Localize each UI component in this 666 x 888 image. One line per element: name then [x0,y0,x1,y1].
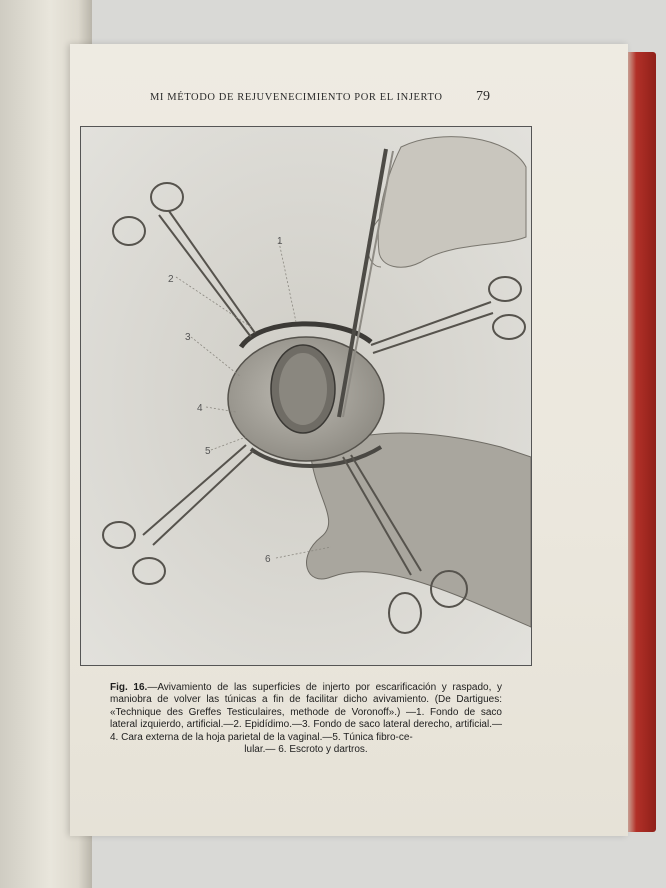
surgical-illustration [80,126,532,666]
figure-label-6: 6 [265,554,271,565]
caption-text: —Avivamiento de las superficies de injerto por escarificación y raspado, y maniobra de volver las túnicas a fin de facilitar dicho avivamiento. (De Dartigues: «Technique des Greffes Testiculaires, methode de Voronoff».) —1. Fondo de saco lateral izquierdo, artificial.—2. Epidídimo.—3. Fondo de saco lateral derecho, artificial.—4. Cara externa de la hoja parietal de la vaginal.—5. Túnica fibro-ce- [110,682,502,743]
caption-label: Fig. 16. [110,682,148,693]
running-head: MI MÉTODO DE REJUVENECIMIENTO POR EL INJERTO [150,92,443,103]
figure-label-3: 3 [185,332,191,343]
figure-label-1: 1 [277,236,283,247]
figure-caption [110,682,502,756]
figure-label-5: 5 [205,446,211,457]
scarified-center [279,353,327,425]
figure-label-4: 4 [197,403,203,414]
caption-last-line: lular.— 6. Escroto y dartros. [244,744,368,756]
illustration-drawing [81,127,531,665]
figure-label-2: 2 [168,274,174,285]
page-number: 79 [476,89,490,104]
